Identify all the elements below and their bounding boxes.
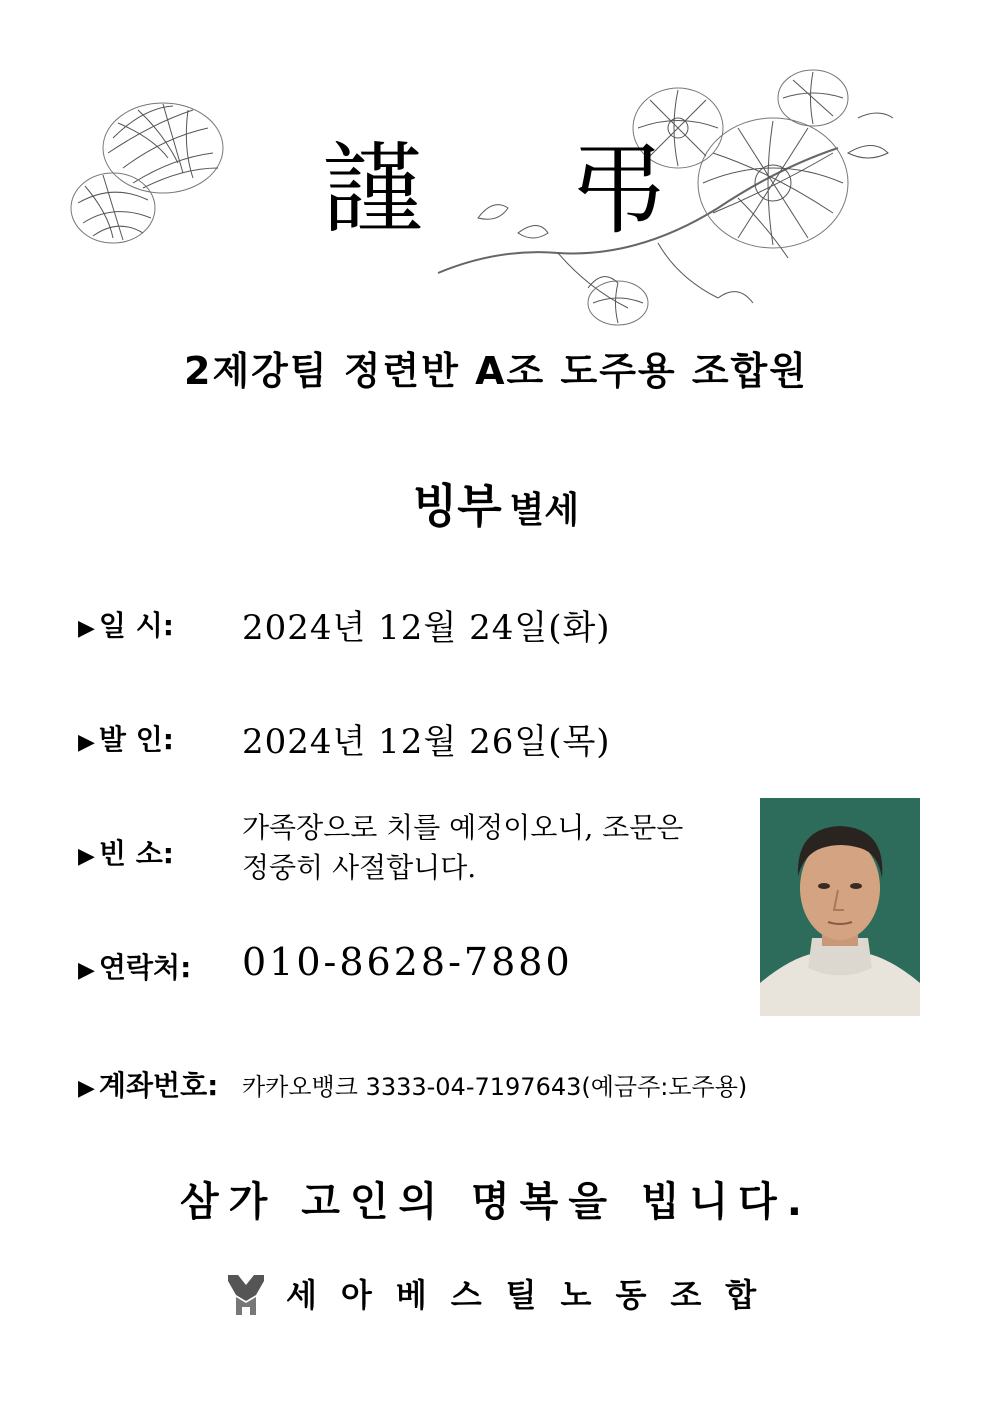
row-label-account: ▶ 계좌번호: [78, 1069, 219, 1102]
union-signature [226, 1270, 780, 1316]
arrow-icon: ▶ [78, 616, 95, 641]
heading-main: 빙부 [412, 479, 502, 533]
heading [0, 470, 992, 536]
heading-sub: 별세 [509, 490, 580, 531]
portrait-photo [760, 798, 920, 1016]
title-char-1: 謹 [322, 131, 422, 248]
arrow-icon: ▶ [78, 958, 95, 983]
mortuary-line-1: 가족장으로 치를 예정이오니, 조문은 [242, 811, 684, 844]
title-char-2: 弔 [568, 131, 668, 248]
mortuary-line-2: 정중히 사절합니다. [242, 851, 477, 884]
union-name: 세아베스틸노동조합 [286, 1276, 781, 1314]
row-label-funeral: ▶ 발 인: [78, 723, 174, 756]
row-label-contact: ▶ 연락처: [78, 951, 192, 984]
arrow-icon: ▶ [78, 844, 95, 869]
portrait-image [760, 798, 920, 1016]
subtitle: 2제강팀 정련반 A조 도주용 조합원 [184, 349, 808, 393]
row-value-mortuary [242, 808, 683, 888]
row-value-date: 2024년 12월 24일(화) [242, 608, 611, 648]
row-value-account: 카카오뱅크 3333-04-7197643(예금주:도주용) [242, 1073, 748, 1101]
title [0, 120, 992, 270]
arrow-icon: ▶ [78, 730, 95, 755]
row-value-funeral: 2024년 12월 26일(목) [242, 722, 611, 762]
arrow-icon: ▶ [78, 1076, 95, 1101]
union-logo-icon [226, 1271, 266, 1315]
row-label-date: ▶ 일 시: [78, 609, 174, 642]
row-label-mortuary: ▶ 빈 소: [78, 837, 174, 870]
row-value-contact: 010-8628-7880 [242, 940, 573, 984]
closing-message: 삼가 고인의 명복을 빕니다. [179, 1179, 812, 1225]
